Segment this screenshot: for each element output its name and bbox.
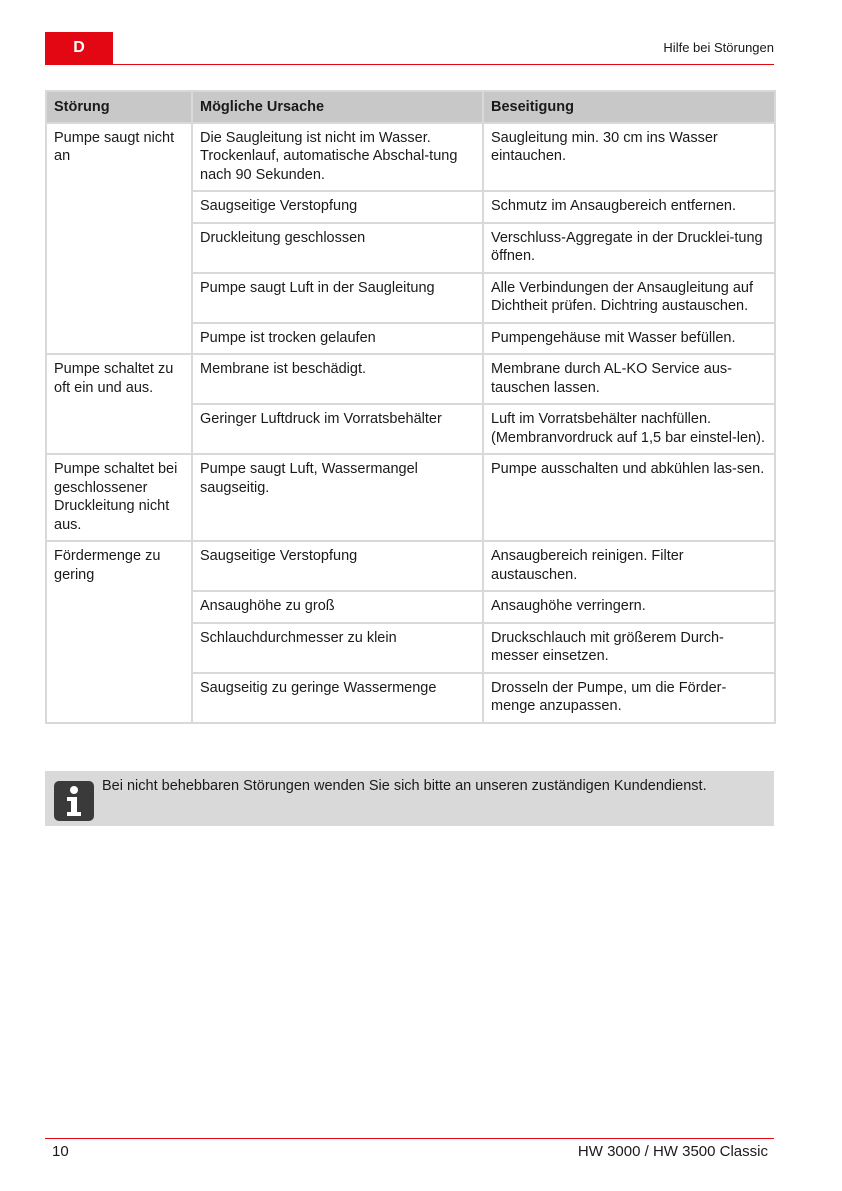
remedy-cell: Saugleitung min. 30 cm ins Wasser eintauchen. <box>483 123 775 192</box>
cause-cell: Die Saugleitung ist nicht im Wasser. Trockenlauf, automatische Abschal-tung nach 90 Sekunden. <box>192 123 483 192</box>
cause-cell: Pumpe saugt Luft, Wassermangel saugseitig. <box>192 454 483 541</box>
info-icon <box>54 781 94 821</box>
remedy-cell: Pumpengehäuse mit Wasser befüllen. <box>483 323 775 355</box>
product-name: HW 3000 / HW 3500 Classic <box>577 1143 768 1160</box>
remedy-cell: Drosseln der Pumpe, um die Förder-menge anzupassen. <box>483 673 775 723</box>
info-note <box>45 771 774 826</box>
remedy-cell: Alle Verbindungen der Ansaugleitung auf Dichtheit prüfen. Dichtring austauschen. <box>483 273 775 323</box>
table-header-row <box>46 91 775 123</box>
cause-cell: Schlauchdurchmesser zu klein <box>192 623 483 673</box>
fault-cell: Pumpe saugt nicht an <box>46 123 192 355</box>
column-header-cause: Mögliche Ursache <box>192 91 483 123</box>
cause-cell: Membrane ist beschädigt. <box>192 354 483 404</box>
column-header-fault: Störung <box>46 91 192 123</box>
fault-cell: Pumpe schaltet bei geschlossener Druckleitung nicht aus. <box>46 454 192 541</box>
remedy-cell: Ansaugbereich reinigen. Filter austauschen. <box>483 541 775 591</box>
cause-cell: Pumpe saugt Luft in der Saugleitung <box>192 273 483 323</box>
cause-cell: Druckleitung geschlossen <box>192 223 483 273</box>
cause-cell: Pumpe ist trocken gelaufen <box>192 323 483 355</box>
table-row <box>46 454 775 541</box>
remedy-cell: Pumpe ausschalten und abkühlen las-sen. <box>483 454 775 541</box>
info-text: Bei nicht behebbaren Störungen wenden Sie sich bitte an unseren zuständigen Kundendienst. <box>102 778 707 794</box>
remedy-cell: Luft im Vorratsbehälter nachfüllen. (Membranvordruck auf 1,5 bar einstel-len). <box>483 404 775 454</box>
table-row <box>46 541 775 591</box>
language-badge: D <box>45 32 113 64</box>
remedy-cell: Schmutz im Ansaugbereich entfernen. <box>483 191 775 223</box>
remedy-cell: Verschluss-Aggregate in der Drucklei-tung öffnen. <box>483 223 775 273</box>
cause-cell: Geringer Luftdruck im Vorratsbehälter <box>192 404 483 454</box>
column-header-remedy: Beseitigung <box>483 91 775 123</box>
remedy-cell: Membrane durch AL-KO Service aus-tauschen lassen. <box>483 354 775 404</box>
cause-cell: Saugseitige Verstopfung <box>192 541 483 591</box>
header-divider <box>45 64 774 65</box>
cause-cell: Saugseitig zu geringe Wassermenge <box>192 673 483 723</box>
page-number: 10 <box>52 1143 69 1160</box>
table-row <box>46 354 775 404</box>
remedy-cell: Druckschlauch mit größerem Durch-messer einsetzen. <box>483 623 775 673</box>
fault-cell: Pumpe schaltet zu oft ein und aus. <box>46 354 192 454</box>
section-title: Hilfe bei Störungen <box>663 40 774 55</box>
remedy-cell: Ansaughöhe verringern. <box>483 591 775 623</box>
footer-divider <box>45 1138 774 1139</box>
cause-cell: Saugseitige Verstopfung <box>192 191 483 223</box>
cause-cell: Ansaughöhe zu groß <box>192 591 483 623</box>
troubleshooting-table <box>45 90 776 724</box>
fault-cell: Fördermenge zu gering <box>46 541 192 723</box>
table-row <box>46 123 775 192</box>
